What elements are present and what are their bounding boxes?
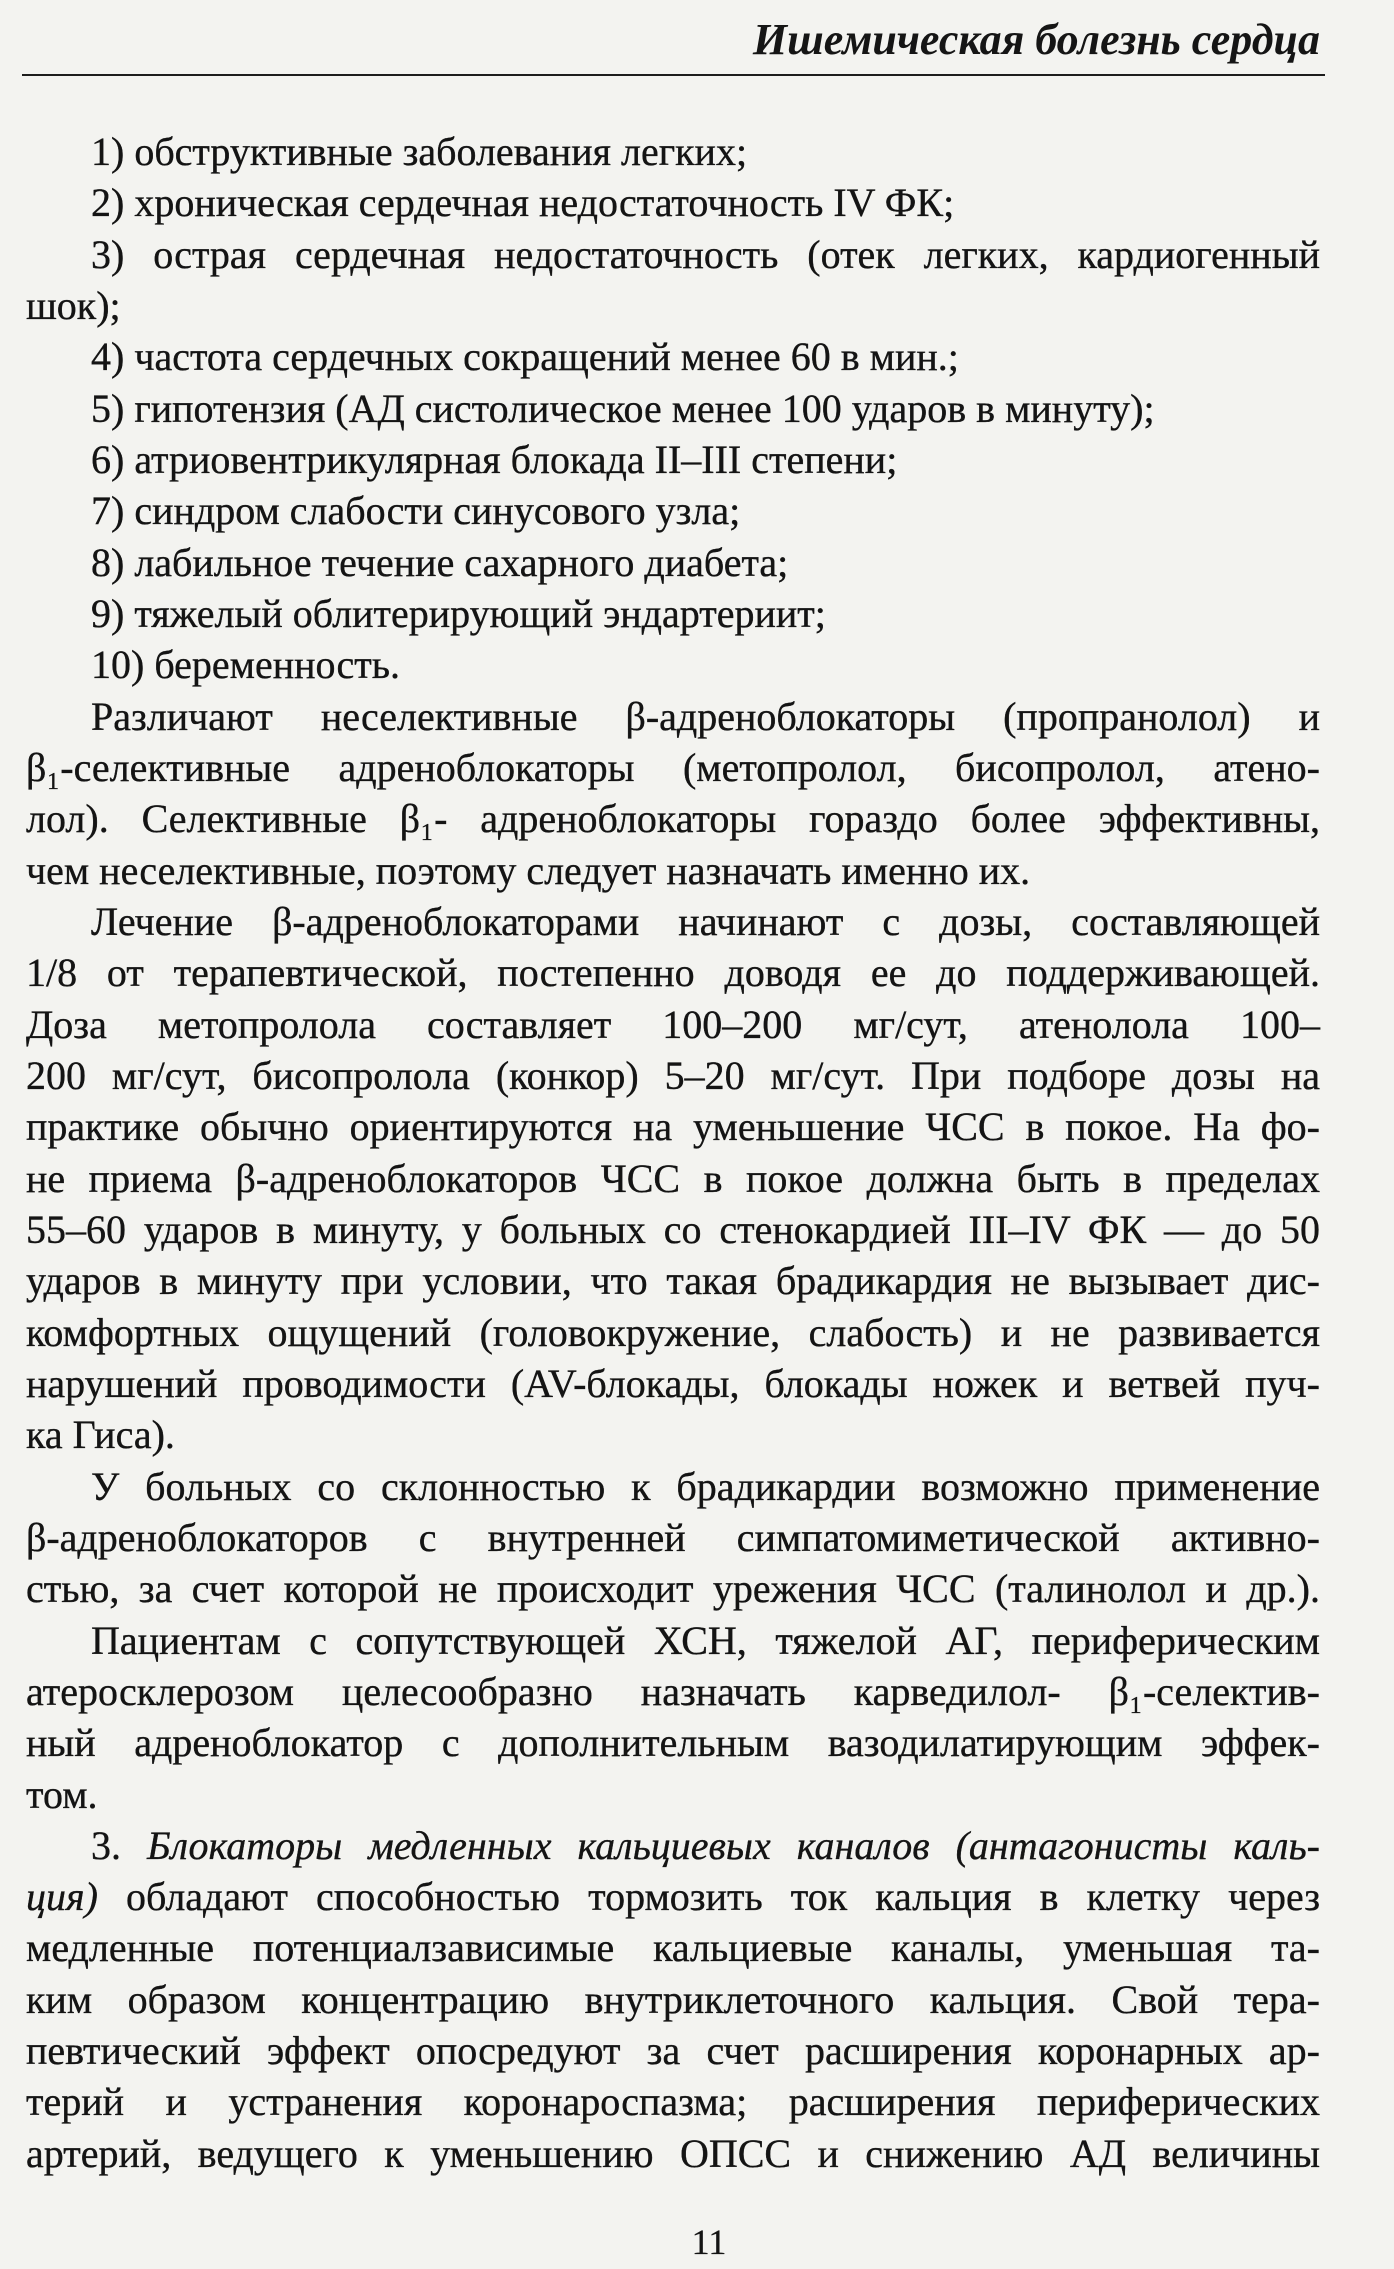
list-item-1: [26, 126, 1320, 177]
text-line: [26, 1871, 1320, 1922]
header-rule: [22, 74, 1325, 76]
list-item-4: [26, 331, 1320, 382]
list-item-2: [26, 177, 1320, 228]
text-line: нарушений проводимости (AV-блокады, блокады ножек и ветвей пуч-: [26, 1360, 1320, 1406]
text-line: стью, за счет которой не происходит урежения ЧСС (талинолол и др.).: [26, 1566, 1320, 1612]
paragraph-1: [26, 691, 1320, 896]
text-line: ный адреноблокатор с дополнительным вазодилатирующим эффек-: [26, 1720, 1320, 1766]
text-line: 6) атриовентрикулярная блокада II–III степени;: [91, 436, 898, 482]
text-line: Доза метопролола составляет 100–200 мг/сут, атенолола 100–: [26, 1001, 1320, 1047]
text-line: лол). Селективные β₁- адреноблокаторы гораздо более эффективны,: [26, 796, 1320, 842]
text-line: том.: [26, 1771, 98, 1817]
text-line: У больных со склонностью к брадикардии возможно применение: [91, 1463, 1320, 1509]
text-line: ка Гиса).: [26, 1412, 175, 1458]
text-line: ким образом концентрацию внутриклеточного кальция. Свой тера-: [26, 1976, 1320, 2022]
text-line: [26, 1820, 1320, 1871]
list-item-7: [26, 485, 1320, 536]
paragraph-3: [26, 1461, 1320, 1615]
italic-term: Блокаторы медленных кальциевых каналов (антагонисты каль-: [147, 1822, 1321, 1868]
list-item-10: [26, 639, 1320, 690]
text-line: 9) тяжелый облитерирующий эндартериит;: [91, 590, 826, 636]
text-line: 7) синдром слабости синусового узла;: [91, 488, 741, 534]
page-number: 11: [691, 2222, 727, 2262]
italic-term: ция): [26, 1874, 98, 1920]
text-line: β-адреноблокаторов с внутренней симпатомиметической активно-: [26, 1514, 1320, 1560]
text-line: Различают неселективные β-адреноблокаторы (пропранолол) и: [91, 693, 1320, 739]
text-line: 10) беременность.: [91, 642, 401, 688]
text-line: атеросклерозом целесообразно назначать карведилол- β₁-селектив-: [26, 1668, 1320, 1714]
text-line: 3) острая сердечная недостаточность (отек легких, кардиогенный: [91, 231, 1320, 277]
text-line: медленные потенциалзависимые кальциевые каналы, уменьшая та-: [26, 1925, 1320, 1971]
running-header-title: Ишемическая болезнь сердца: [752, 15, 1320, 64]
contraindications-list: [26, 126, 1320, 691]
text-line: комфортных ощущений (головокружение, слабость) и не развивается: [26, 1309, 1320, 1355]
paragraph-5: [26, 1820, 1320, 2179]
text-line: 4) частота сердечных сокращений менее 60 в мин.;: [91, 334, 959, 380]
text-line: β₁-селективные адреноблокаторы (метопролол, бисопролол, атено-: [26, 744, 1320, 790]
text-line: не приема β-адреноблокаторов ЧСС в покое должна быть в пределах: [26, 1155, 1320, 1201]
text-line: 2) хроническая сердечная недостаточность IV ФК;: [91, 180, 955, 226]
list-item-9: [26, 588, 1320, 639]
text-line: шок);: [26, 282, 121, 328]
text-line: артерий, ведущего к уменьшению ОПСС и снижению АД величины: [26, 2130, 1320, 2176]
text-line: терий и устранения коронароспазма; расширения периферических: [26, 2079, 1320, 2125]
list-item-3: [26, 229, 1320, 332]
section-number: 3.: [91, 1822, 147, 1868]
text-line: 1/8 от терапевтической, постепенно доводя ее до поддерживающей.: [26, 950, 1320, 996]
text-line: 200 мг/сут, бисопролола (конкор) 5–20 мг/сут. При подборе дозы на: [26, 1052, 1320, 1098]
text-line: Пациентам с сопутствующей ХСН, тяжелой АГ, периферическим: [91, 1617, 1320, 1663]
paragraph-4: [26, 1615, 1320, 1820]
body-text: [26, 126, 1320, 2179]
paragraph-2: [26, 896, 1320, 1461]
list-item-5: [26, 383, 1320, 434]
text-line: ударов в минуту при условии, что такая брадикардия не вызывает дис-: [26, 1258, 1320, 1304]
text-line: певтический эффект опосредуют за счет расширения коронарных ар-: [26, 2028, 1320, 2074]
text-line: практике обычно ориентируются на уменьшение ЧСС в покое. На фо-: [26, 1104, 1320, 1150]
line-text: обладают способностью тормозить ток кальция в клетку через: [97, 1874, 1320, 1920]
text-line: 8) лабильное течение сахарного диабета;: [91, 539, 789, 585]
list-item-8: [26, 537, 1320, 588]
text-line: чем неселективные, поэтому следует назначать именно их.: [26, 847, 1031, 893]
list-item-6: [26, 434, 1320, 485]
text-line: 1) обструктивные заболевания легких;: [91, 129, 748, 174]
text-line: 5) гипотензия (АД систолическое менее 100 ударов в минуту);: [91, 385, 1155, 431]
text-line: 55–60 ударов в минуту, у больных со стенокардией III–IV ФК — до 50: [26, 1206, 1320, 1252]
text-line: Лечение β-адреноблокаторами начинают с дозы, составляющей: [91, 898, 1320, 944]
